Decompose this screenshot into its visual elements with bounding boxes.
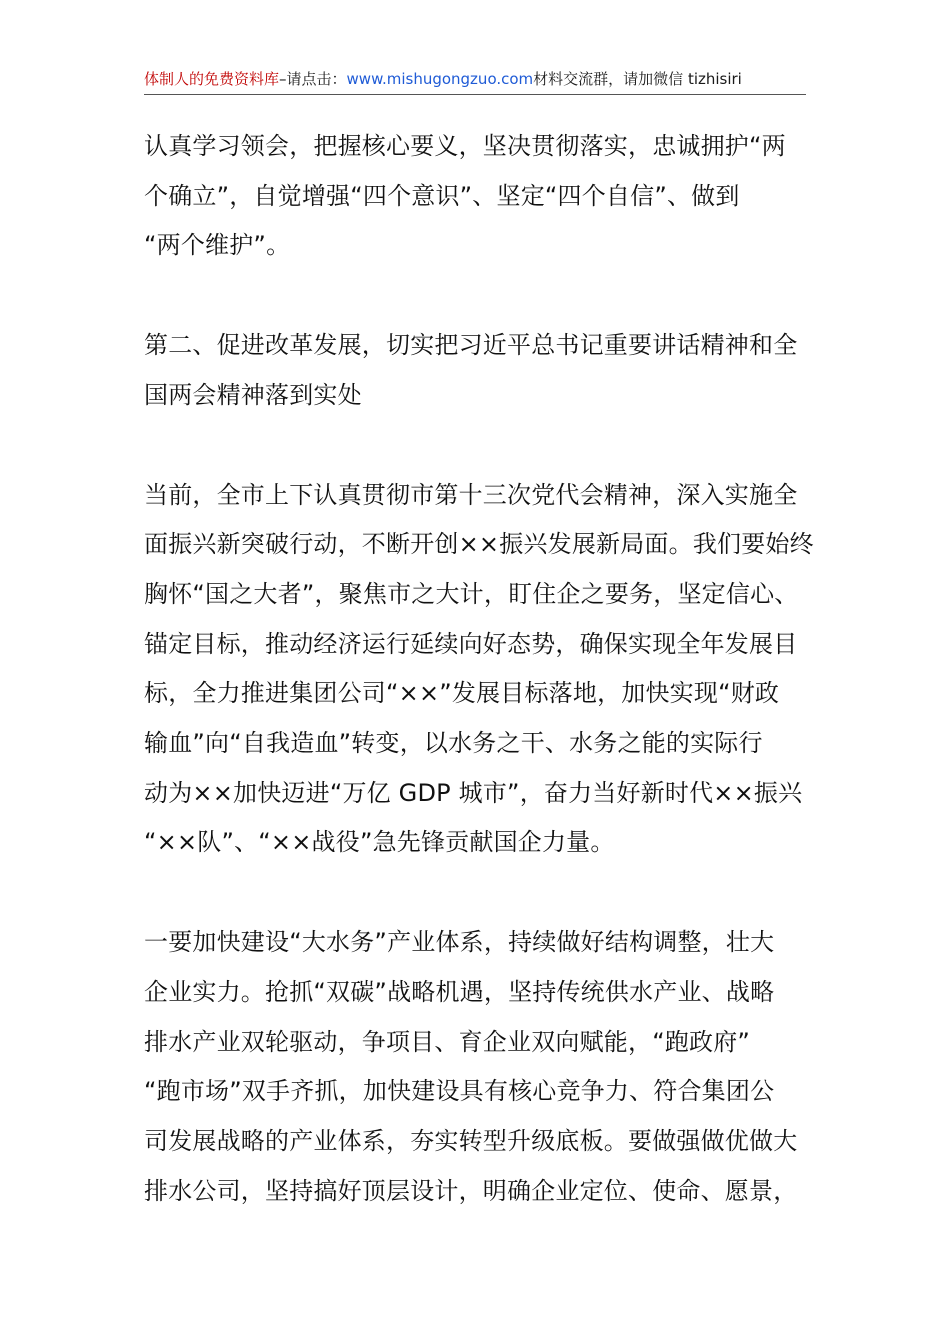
document-header [144,68,806,94]
section-heading [144,321,824,420]
text-line: 排水产业双轮驱动，争项目、育企业双向赋能，“跑政府” [144,1027,751,1056]
text-line: 一要加快建设“大水务”产业体系，持续做好结构调整，壮大 [144,928,775,957]
header-contact: 材料交流群，请加微信 tizhisiri [533,70,742,88]
text-line: 国两会精神落到实处 [144,380,362,409]
text-line: 动为××加快迈进“万亿 GDP 城市”，奋力当好新时代××振兴 [144,778,803,807]
text-line: 标，全力推进集团公司“××”发展目标落地，加快实现“财政 [144,679,780,708]
header-brand: 体制人的免费资料库 [144,70,280,88]
header-divider [144,94,806,95]
paragraph-current-situation [144,471,824,869]
text-line: 认真学习领会，把握核心要义，坚决贯彻落实，忠诚拥护“两 [144,132,786,160]
paragraph-intro-closing [144,122,824,271]
header-prompt: –请点击： [279,70,347,88]
text-line: 当前，全市上下认真贯彻市第十三次党代会精神，深入实施全 [144,480,798,509]
paragraph-first-task [144,918,824,1216]
header-link[interactable]: www.mishugongzuo.com [346,70,534,88]
text-line: 个确立”，自觉增强“四个意识”、坚定“四个自信”、做到 [144,181,740,210]
text-line: “××队”、“××战役”急先锋贡献国企力量。 [144,828,615,857]
paragraph-gap [144,271,824,321]
text-line: 面振兴新突破行动，不断开创××振兴发展新局面。我们要始终 [144,530,814,559]
text-line: “两个维护”。 [144,231,291,260]
paragraph-gap [144,421,824,471]
text-line: 排水公司，坚持搞好顶层设计，明确企业定位、使命、愿景， [144,1176,798,1205]
text-line: “跑市场”双手齐抓，加快建设具有核心竞争力、符合集团公 [144,1077,775,1106]
text-line: 企业实力。抢抓“双碳”战略机遇，坚持传统供水产业、战略 [144,977,775,1006]
text-line: 司发展战略的产业体系，夯实转型升级底板。要做强做优做大 [144,1126,798,1155]
text-line: 锚定目标，推动经济运行延续向好态势，确保实现全年发展目 [144,629,798,658]
paragraph-gap [144,868,824,918]
text-line: 胸怀“国之大者”，聚焦市之大计，盯住企之要务，坚定信心、 [144,579,799,608]
text-line: 输血”向“自我造血”转变，以水务之干、水务之能的实际行 [144,729,763,758]
text-line: 第二、促进改革发展，切实把习近平总书记重要讲话精神和全 [144,331,798,360]
document-body [144,122,824,1216]
